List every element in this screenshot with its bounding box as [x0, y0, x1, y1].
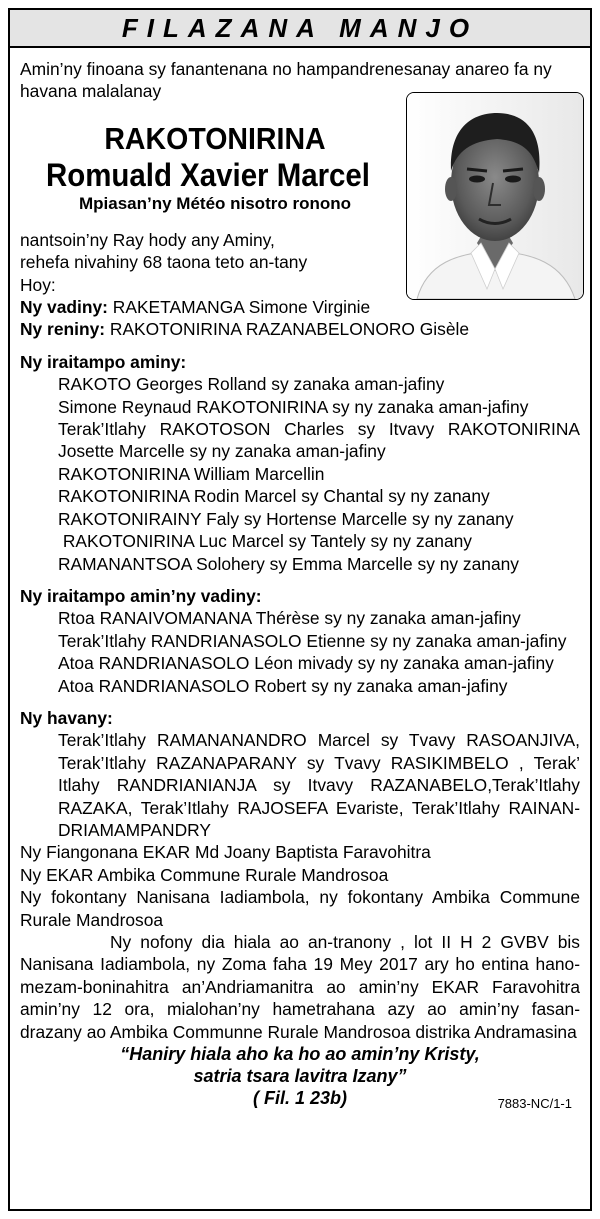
intro-line-1: Amin’ny finoana sy fanantenana no hampandrenesanay anareo fa ny [20, 59, 552, 79]
obituary-content [10, 48, 590, 1112]
relatives-line: Terak’Itlahy RAZANAPARANY sy Tvavy RASIKIMBELO , Terak’ [58, 752, 580, 773]
community-line: Ny Fiangonana EKAR Md Joany Baptista Faravohitra [20, 842, 431, 863]
sibling-line: Simone Reynaud RAKOTONIRINA sy ny zanaka aman-jafiny [58, 396, 529, 417]
community-line: Ny EKAR Ambika Commune Rurale Mandrosoa [20, 864, 389, 885]
community-line: Ny fokontany Nanisana Iadiambola, ny fokontany Ambika Commune [20, 887, 580, 908]
sibling-line: RAKOTO Georges Rolland sy zanaka aman-jafiny [58, 374, 445, 395]
funeral-line: drazany ao Ambika Communne Rurale Mandrosoa distrika Andramasina [20, 1021, 577, 1042]
sibling-line: RAKOTONIRINA William Marcellin [58, 463, 325, 484]
spouse-sibling-line: Atoa RANDRIANASOLO Robert sy ny zanaka aman-jafiny [58, 675, 508, 696]
parents-value: RAKOTONIRINA RAZANABELONORO Gisèle [109, 319, 470, 340]
deceased-surname: RAKOTONIRINA [104, 120, 326, 156]
verse-line-1: “Haniry hiala aho ka ho ao amin’ny Kristy, [120, 1044, 480, 1065]
deceased-role: Mpiasan’ny Météo nisotro ronono [78, 193, 351, 213]
sibling-line: RAKOTONIRINA Luc Marcel sy Tantely sy ny zanany [58, 531, 472, 552]
death-line-3: Hoy: [20, 274, 56, 295]
sibling-line: RAKOTONIRINA Rodin Marcel sy Chantal sy ny zanany [58, 486, 490, 507]
siblings-heading: Ny iraitampo aminy: [20, 351, 187, 372]
portrait-photo [406, 92, 584, 300]
relatives-line: Terak’Itlahy RAMANANANDRO Marcel sy Tvavy RASOANJIVA, [58, 730, 580, 751]
funeral-line: Nanisana Iadiambola, ny Zoma faha 19 Mey 2017 ary ho entina hano- [20, 954, 580, 975]
sibling-line: Josette Marcelle sy ny zanaka aman-jafiny [58, 441, 386, 462]
spouse-siblings-heading: Ny iraitampo amin’ny vadiny: [20, 585, 262, 606]
relatives-line: RAZAKA, Terak’Itlahy RAJOSEFA Evariste, Terak’Itlahy RAINAN- [58, 797, 580, 818]
community-line: Rurale Mandrosoa [20, 909, 164, 930]
obituary-frame [8, 8, 592, 1211]
funeral-line: mezam-boninahitra an’Andriamanitra ao amin’ny EKAR Faravohitra [20, 976, 580, 997]
funeral-line: amin’ny 12 ora, mialohan’ny hametrahana azy ao amin’ny fasan- [20, 999, 580, 1020]
sibling-line: RAMANANTSOA Solohery sy Emma Marcelle sy ny zanany [58, 553, 519, 574]
death-line-1: nantsoin’ny Ray hody any Aminy, [20, 229, 275, 250]
sibling-line: RAKOTONIRAINY Faly sy Hortense Marcelle sy ny zanany [58, 508, 514, 529]
page-title: FILAZANA MANJO [10, 10, 590, 48]
death-line-2: rehefa nivahiny 68 taona teto an-tany [20, 252, 308, 273]
portrait-photo-icon [407, 93, 583, 299]
sibling-line: Terak’Itlahy RAKOTOSON Charles sy Itvavy RAKOTONIRINA [58, 419, 580, 440]
intro-line-2: havana malalanay [20, 81, 162, 102]
spouse-sibling-line: Atoa RANDRIANASOLO Léon mivady sy ny zanaka aman-jafiny [58, 653, 554, 674]
spouse-sibling-line: Terak’Itlahy RANDRIANASOLO Etienne sy ny zanaka aman-jafiny [58, 630, 567, 651]
relatives-line: DRIAMAMPANDRY [58, 819, 211, 840]
verse-reference: ( Fil. 1 23b) [252, 1088, 348, 1109]
spouse-sibling-line: Rtoa RANAIVOMANANA Thérèse sy ny zanaka aman-jafiny [58, 608, 521, 629]
deceased-given-names: Romuald Xavier Marcel [46, 156, 370, 193]
relatives-line: Itlahy RANDRIANIANJA sy Itvavy RAZANABELO,Terak’Itlahy [58, 775, 580, 796]
relatives-heading: Ny havany: [20, 707, 113, 728]
parents-line [20, 318, 580, 340]
ad-code: 7883-NC/1-1 [497, 1096, 572, 1112]
funeral-line: Ny nofony dia hiala ao an-tranony , lot II H 2 GVBV bis [110, 932, 580, 952]
spouse-value: RAKETAMANGA Simone Virginie [112, 297, 371, 318]
spouse-label: Ny vadiny: [20, 297, 108, 318]
parents-label: Ny reniny: [20, 319, 106, 340]
verse-line-2: satria tsara lavitra Izany” [193, 1066, 407, 1087]
